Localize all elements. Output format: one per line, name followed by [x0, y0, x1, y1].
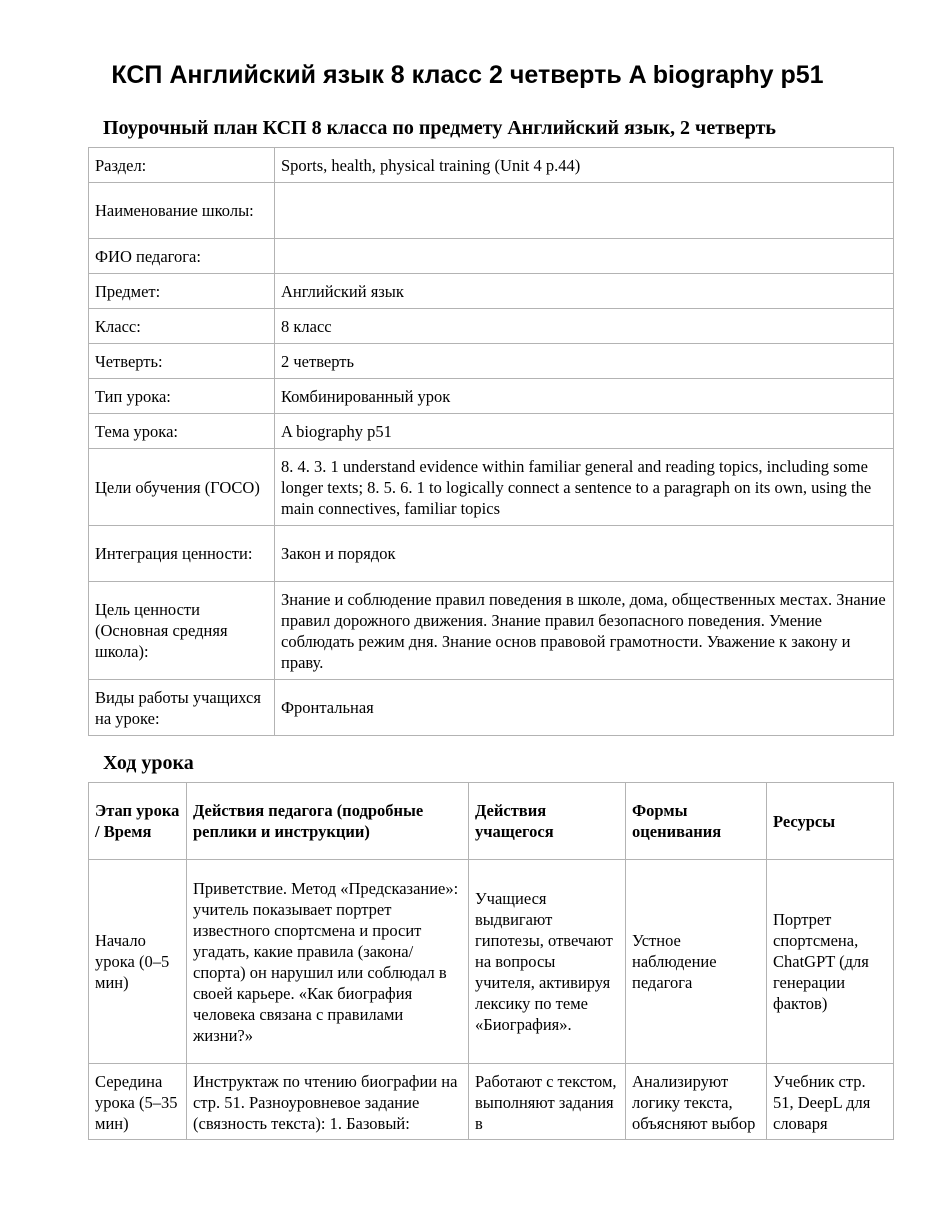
info-row-lesson-type	[89, 379, 894, 414]
header-assessment: Формы оценивания	[626, 783, 767, 860]
info-value: Английский язык	[275, 274, 894, 309]
info-row-value-goal	[89, 582, 894, 680]
info-value	[275, 239, 894, 274]
teacher-actions-cell: Инструктаж по чтению биографии на стр. 51. Разноуровневое задание (связность текста): 1. Базовый:	[187, 1064, 469, 1140]
info-row-grade	[89, 309, 894, 344]
info-row-learning-goals	[89, 449, 894, 526]
info-value: 2 четверть	[275, 344, 894, 379]
lesson-flow-heading: Ход урока	[103, 752, 194, 774]
info-value: 8. 4. 3. 1 understand evidence within familiar general and reading topics, including some longer texts; 8. 5. 6. 1 to logically connect a sentence to a paragraph on its own, using the main connectives, familiar topics	[275, 449, 894, 526]
stage-cell: Середина урока (5–35 мин)	[89, 1064, 187, 1140]
info-label: Наименование школы:	[89, 183, 275, 239]
student-actions-cell: Работают с текстом, выполняют задания в	[469, 1064, 626, 1140]
assessment-cell: Анализируют логику текста, объясняют выбор	[626, 1064, 767, 1140]
info-label: Предмет:	[89, 274, 275, 309]
info-value: A biography p51	[275, 414, 894, 449]
info-value: Комбинированный урок	[275, 379, 894, 414]
info-row-work-types	[89, 680, 894, 736]
info-label: Цели обучения (ГОСО)	[89, 449, 275, 526]
info-row-value-integration	[89, 526, 894, 582]
info-label: Интеграция ценности:	[89, 526, 275, 582]
info-label: Тип урока:	[89, 379, 275, 414]
info-row-teacher	[89, 239, 894, 274]
info-label: Четверть:	[89, 344, 275, 379]
info-row-topic	[89, 414, 894, 449]
info-label: Класс:	[89, 309, 275, 344]
info-row-section	[89, 148, 894, 183]
header-stage: Этап урока / Время	[89, 783, 187, 860]
flow-row-start	[89, 860, 894, 1064]
info-value: Sports, health, physical training (Unit 4 p.44)	[275, 148, 894, 183]
info-label: Раздел:	[89, 148, 275, 183]
page-bottom-margin	[0, 1161, 935, 1210]
teacher-actions-cell: Приветствие. Метод «Предсказание»: учитель показывает портрет известного спортсмена и просит угадать, какие правила (закона/спорта) он нарушил или соблюдал в своей карьере. «Как биография человека связана с правилами жизни?»	[187, 860, 469, 1064]
resources-cell: Учебник стр. 51, DeepL для словаря	[767, 1064, 894, 1140]
info-label: Виды работы учащихся на уроке:	[89, 680, 275, 736]
header-resources: Ресурсы	[767, 783, 894, 860]
lesson-info-table	[88, 147, 894, 736]
plan-subtitle: Поурочный план КСП 8 класса по предмету Английский язык, 2 четверть	[103, 117, 776, 139]
flow-header-row	[89, 783, 894, 860]
info-value	[275, 183, 894, 239]
info-row-subject	[89, 274, 894, 309]
info-label: Цель ценности (Основная средняя школа):	[89, 582, 275, 680]
assessment-cell: Устное наблюдение педагога	[626, 860, 767, 1064]
info-value: Закон и порядок	[275, 526, 894, 582]
student-actions-cell: Учащиеся выдвигают гипотезы, отвечают на вопросы учителя, активируя лексику по теме «Биография».	[469, 860, 626, 1064]
info-label: Тема урока:	[89, 414, 275, 449]
info-value: Фронтальная	[275, 680, 894, 736]
flow-row-middle	[89, 1064, 894, 1140]
lesson-flow-table	[88, 782, 894, 1140]
header-student-actions: Действия учащегося	[469, 783, 626, 860]
info-value: Знание и соблюдение правил поведения в школе, дома, общественных местах. Знание правил дорожного движения. Знание правил безопасного поведения. Умение соблюдать режим дня. Знание основ правовой грамотности. Уважение к закону и праву.	[275, 582, 894, 680]
resources-cell: Портрет спортсмена, ChatGPT (для генерации фактов)	[767, 860, 894, 1064]
info-row-quarter	[89, 344, 894, 379]
header-teacher-actions: Действия педагога (подробные реплики и инструкции)	[187, 783, 469, 860]
info-value: 8 класс	[275, 309, 894, 344]
info-row-school	[89, 183, 894, 239]
info-label: ФИО педагога:	[89, 239, 275, 274]
page-title: КСП Английский язык 8 класс 2 четверть A biography p51	[111, 61, 824, 89]
stage-cell: Начало урока (0–5 мин)	[89, 860, 187, 1064]
